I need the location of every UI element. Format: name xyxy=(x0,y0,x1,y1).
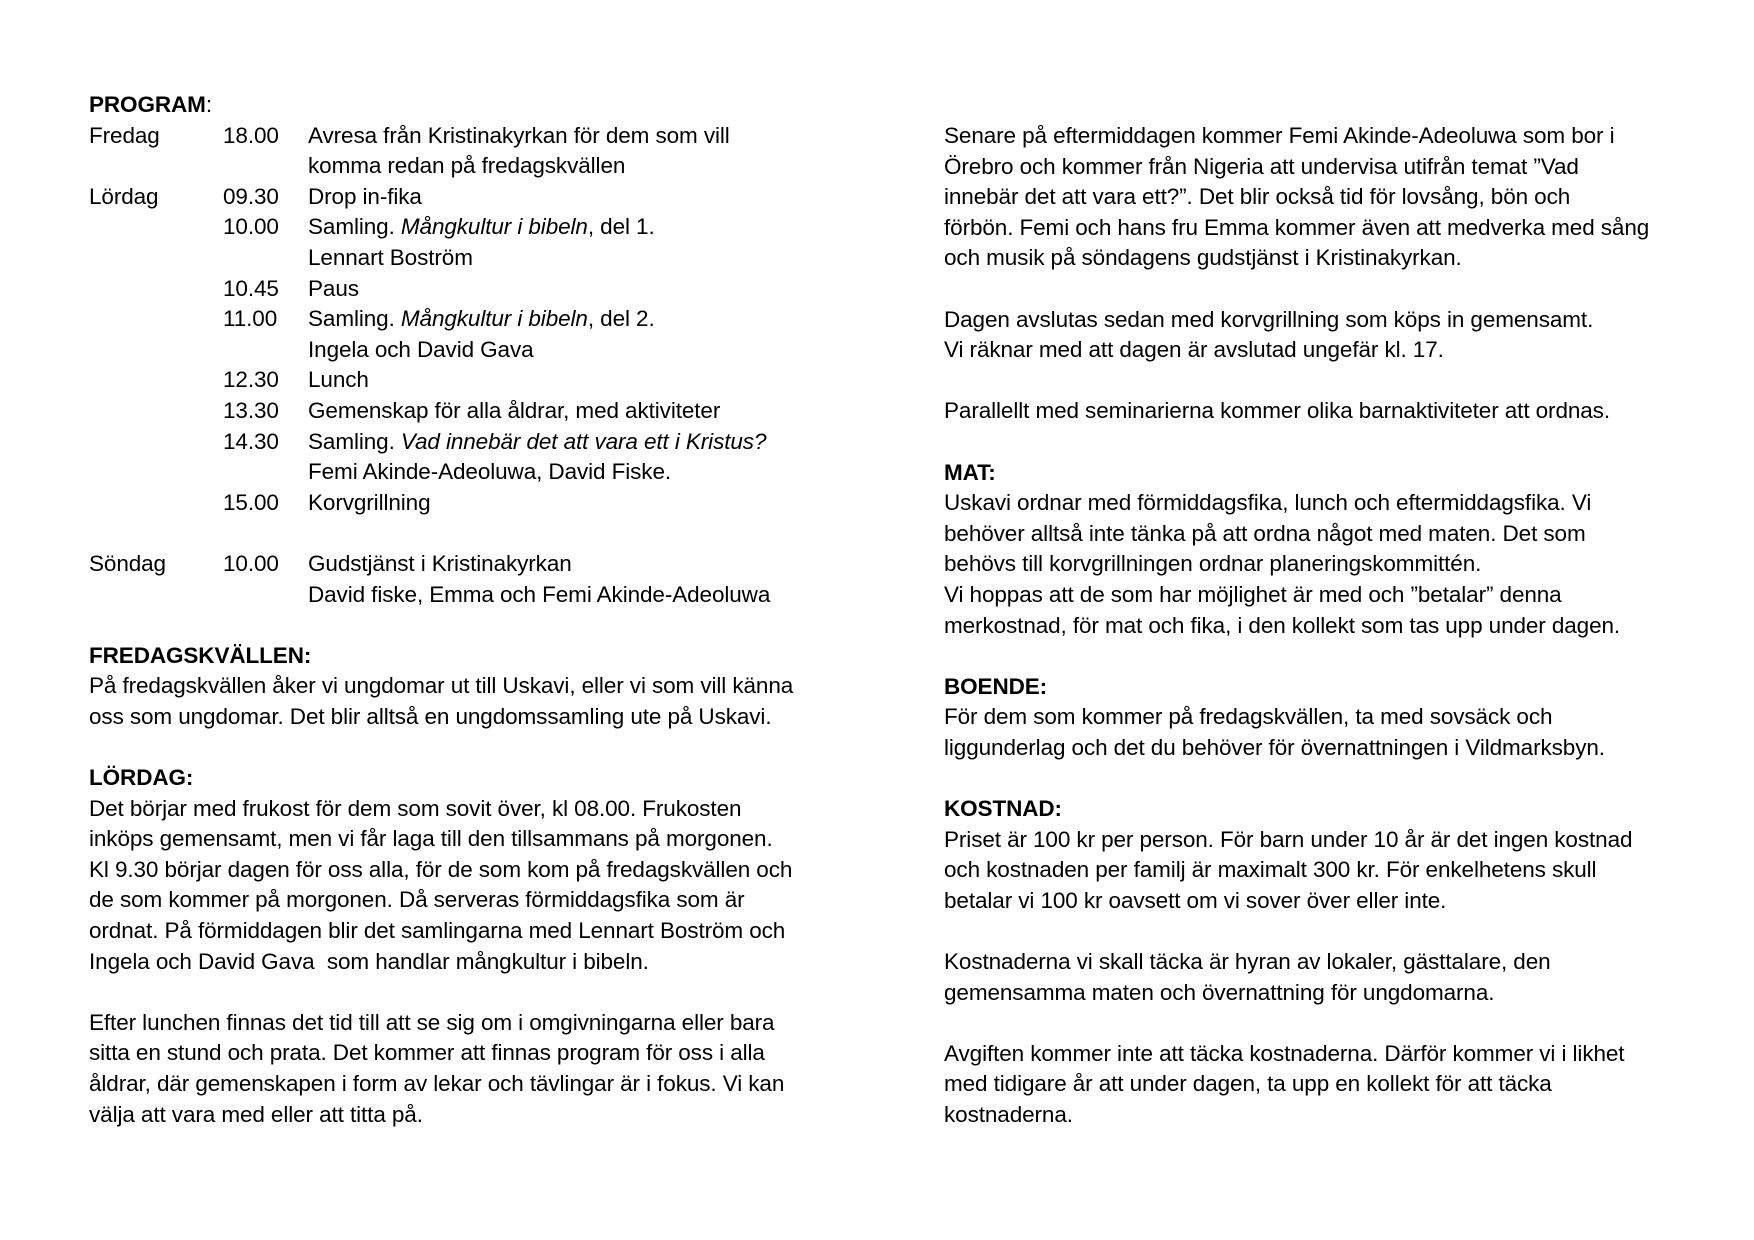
event-title-italic: Vad innebär det att vara ett i Kristus? xyxy=(400,428,767,454)
schedule-time xyxy=(223,580,308,611)
schedule-day xyxy=(89,580,223,611)
lordag-text xyxy=(89,794,849,978)
mat-heading: MAT: xyxy=(944,459,996,485)
text-line: Avgiften kommer inte att täcka kostnaderna. Därför kommer vi i likhet xyxy=(944,1040,1625,1066)
event-text: Korvgrillning xyxy=(308,489,431,515)
kostnad-text-2 xyxy=(944,947,1704,1008)
fredagskvallen-heading: FREDAGSKVÄLLEN: xyxy=(89,642,312,668)
event-text: Samling. xyxy=(308,214,401,240)
schedule-time: 12.30 xyxy=(223,367,279,393)
text-line: liggunderlag och det du behöver för övernattningen i Vildmarksbyn. xyxy=(944,734,1605,760)
schedule-time: 10.45 xyxy=(223,275,279,301)
text-line: Kostnaderna vi skall täcka är hyran av lokaler, gästtalare, den xyxy=(944,949,1551,975)
schedule-day xyxy=(89,365,223,396)
schedule-row xyxy=(89,488,849,519)
text-line: de som kommer på morgonen. Då serveras förmiddagsfika som är xyxy=(89,887,745,913)
text-line: Örebro och kommer från Nigeria att undervisa utifrån temat ”Vad xyxy=(944,153,1579,179)
event-text: Femi Akinde-Adeoluwa, David Fiske. xyxy=(308,459,672,485)
kostnad-heading: KOSTNAD: xyxy=(944,796,1062,822)
schedule-day xyxy=(89,212,223,243)
schedule-row xyxy=(89,212,849,243)
schedule-row xyxy=(89,396,849,427)
schedule-day xyxy=(89,335,223,366)
text-line: behöver alltså inte tänka på att ordna något med maten. Det som xyxy=(944,520,1586,546)
text-line: med tidigare år att under dagen, ta upp en kollekt för att täcka xyxy=(944,1071,1552,1097)
lordag-heading: LÖRDAG: xyxy=(89,765,194,791)
schedule-time: 13.30 xyxy=(223,397,279,423)
text-line: ordnat. På förmiddagen blir det samlingarna med Lennart Boström och xyxy=(89,918,786,944)
closing-paragraph xyxy=(944,305,1704,366)
kostnad-text-3 xyxy=(944,1039,1704,1131)
schedule-time: 14.30 xyxy=(223,428,279,454)
schedule-row xyxy=(89,427,849,458)
text-line: välja att vara med eller att titta på. xyxy=(89,1101,423,1127)
schedule-day xyxy=(89,396,223,427)
schedule-day xyxy=(89,243,223,274)
text-line: sitta en stund och prata. Det kommer att finnas program för oss i alla xyxy=(89,1040,765,1066)
text-line: kostnaderna. xyxy=(944,1102,1073,1127)
schedule-row xyxy=(89,457,849,488)
text-line: gemensamma maten och övernattning för ungdomarna. xyxy=(944,979,1495,1005)
program-heading: PROGRAM xyxy=(89,92,206,117)
event-title-italic: Mångkultur i bibeln xyxy=(400,214,588,240)
schedule-day xyxy=(89,518,223,549)
schedule-day xyxy=(89,488,223,519)
event-text: Lunch xyxy=(308,367,369,393)
schedule-row xyxy=(89,304,849,335)
schedule-row xyxy=(89,121,849,152)
left-column xyxy=(89,90,849,1130)
program-schedule xyxy=(89,121,849,611)
program-heading-line xyxy=(89,90,849,121)
text-line: oss som ungdomar. Det blir alltså en ungdomssamling ute på Uskavi. xyxy=(89,703,772,729)
schedule-row xyxy=(89,335,849,366)
text-line: innebär det att vara ett?”. Det blir också tid för lovsång, bön och xyxy=(944,184,1571,210)
schedule-day xyxy=(89,151,223,182)
schedule-event xyxy=(308,580,849,611)
text-line: merkostnad, för mat och fika, i den kollekt som tas upp under dagen. xyxy=(944,612,1621,638)
schedule-event xyxy=(308,304,849,335)
schedule-event xyxy=(308,396,849,427)
schedule-time: 15.00 xyxy=(223,489,279,515)
text-line: På fredagskvällen åker vi ungdomar ut till Uskavi, eller vi som vill känna xyxy=(89,673,794,699)
schedule-row xyxy=(89,182,849,213)
children-paragraph: Parallellt med seminarierna kommer olika barnaktiviteter att ordnas. xyxy=(944,398,1610,424)
schedule-event xyxy=(308,182,849,213)
schedule-event xyxy=(308,427,849,458)
schedule-row xyxy=(89,243,849,274)
text-line: betalar vi 100 kr oavsett om vi sover över eller inte. xyxy=(944,887,1447,913)
schedule-day: Söndag xyxy=(89,550,166,576)
program-heading-colon: : xyxy=(205,92,212,117)
schedule-event xyxy=(308,151,849,182)
event-text: Samling. xyxy=(308,306,401,332)
schedule-event xyxy=(308,212,849,243)
schedule-event xyxy=(308,518,849,549)
schedule-time xyxy=(223,151,308,182)
schedule-time: 10.00 xyxy=(223,550,279,576)
text-line: Ingela och David Gava som handlar mångkultur i bibeln. xyxy=(89,948,649,974)
mat-text xyxy=(944,488,1704,641)
event-text: David fiske, Emma och Femi Akinde-Adeoluwa xyxy=(308,581,771,607)
schedule-day xyxy=(89,304,223,335)
boende-heading: BOENDE: xyxy=(944,673,1048,699)
text-line: och kostnaden per familj är maximalt 300 kr. För enkelhetens skull xyxy=(944,857,1597,883)
schedule-event xyxy=(308,243,849,274)
event-title-italic: Mångkultur i bibeln xyxy=(400,306,588,332)
schedule-time: 18.00 xyxy=(223,122,279,148)
text-line: och musik på söndagens gudstjänst i Kristinakyrkan. xyxy=(944,245,1462,271)
text-line: behövs till korvgrillningen ordnar planeringskommittén. xyxy=(944,551,1482,577)
kostnad-text xyxy=(944,825,1704,917)
text-line: Priset är 100 kr per person. För barn under 10 år är det ingen kostnad xyxy=(944,826,1633,852)
text-line: Dagen avslutas sedan med korvgrillning som köps in gemensamt. xyxy=(944,306,1594,332)
schedule-row xyxy=(89,151,849,182)
schedule-day xyxy=(89,457,223,488)
schedule-time: 09.30 xyxy=(223,183,279,209)
text-line: Kl 9.30 börjar dagen för oss alla, för de som kom på fredagskvällen och xyxy=(89,856,793,882)
event-text: Drop in-fika xyxy=(308,183,422,209)
event-text: Lennart Boström xyxy=(308,244,473,270)
text-line: inköps gemensamt, men vi får laga till den tillsammans på morgonen. xyxy=(89,826,773,852)
schedule-day: Fredag xyxy=(89,122,160,148)
lordag-text-2 xyxy=(89,1008,849,1130)
schedule-time xyxy=(223,457,308,488)
event-text: Gemenskap för alla åldrar, med aktiviteter xyxy=(308,397,721,423)
text-line: Vi hoppas att de som har möjlighet är med och ”betalar” denna xyxy=(944,581,1562,607)
text-line: förbön. Femi och hans fru Emma kommer även att medverka med sång xyxy=(944,214,1650,240)
text-line: Vi räknar med att dagen är avslutad ungefär kl. 17. xyxy=(944,337,1444,363)
schedule-event xyxy=(308,488,849,519)
schedule-day xyxy=(89,427,223,458)
schedule-row xyxy=(89,365,849,396)
schedule-time xyxy=(223,335,308,366)
schedule-time xyxy=(223,518,308,549)
event-text: Gudstjänst i Kristinakyrkan xyxy=(308,550,572,576)
schedule-event xyxy=(308,274,849,305)
text-line: åldrar, där gemenskapen i form av lekar och tävlingar är i fokus. Vi kan xyxy=(89,1071,785,1096)
fredagskvallen-text xyxy=(89,671,849,732)
event-text: Paus xyxy=(308,275,359,301)
event-text: Avresa från Kristinakyrkan för dem som vill xyxy=(308,122,730,148)
schedule-row xyxy=(89,549,849,580)
text-line: För dem som kommer på fredagskvällen, ta med sovsäck och xyxy=(944,704,1553,730)
text-line: Efter lunchen finnas det tid till att se sig om i omgivningarna eller bara xyxy=(89,1009,775,1035)
event-text-suffix: , del 1. xyxy=(587,214,655,240)
event-text: komma redan på fredagskvällen xyxy=(308,153,626,179)
schedule-event xyxy=(308,457,849,488)
schedule-event xyxy=(308,549,849,580)
text-line: Senare på eftermiddagen kommer Femi Akinde-Adeoluwa som bor i xyxy=(944,123,1615,148)
schedule-row xyxy=(89,580,849,611)
schedule-time: 11.00 xyxy=(223,306,278,332)
schedule-event xyxy=(308,121,849,152)
right-column xyxy=(944,121,1704,1131)
event-text: Ingela och David Gava xyxy=(308,336,534,362)
schedule-row xyxy=(89,274,849,305)
event-text: Samling. xyxy=(308,428,401,454)
schedule-day: Lördag xyxy=(89,183,159,209)
speaker-paragraph xyxy=(944,121,1704,274)
boende-text xyxy=(944,702,1704,763)
schedule-time xyxy=(223,243,308,274)
schedule-row xyxy=(89,518,849,549)
event-text-suffix: , del 2. xyxy=(587,306,655,332)
text-line: Uskavi ordnar med förmiddagsfika, lunch och eftermiddagsfika. Vi xyxy=(944,490,1592,516)
schedule-day xyxy=(89,274,223,305)
schedule-event xyxy=(308,335,849,366)
schedule-event xyxy=(308,365,849,396)
text-line: Det börjar med frukost för dem som sovit över, kl 08.00. Frukosten xyxy=(89,795,742,821)
schedule-time: 10.00 xyxy=(223,214,279,240)
